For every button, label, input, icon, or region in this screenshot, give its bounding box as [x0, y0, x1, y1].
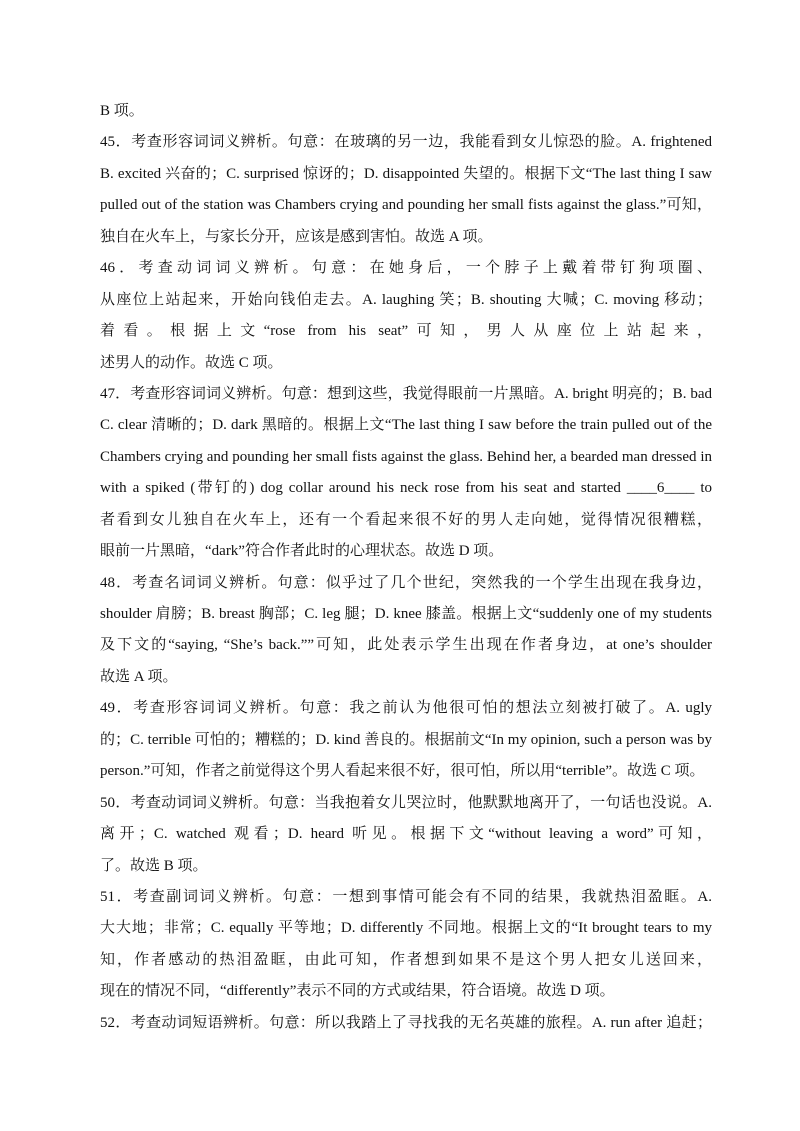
text-line: 现在的情况不同，“differently”表示不同的方式或结果，符合语境。故选 D 项。 — [100, 983, 615, 1000]
text-line: 独自在火车上，与家长分开，应该是感到害怕。故选 A 项。 — [100, 228, 493, 245]
text-line: 着看。根据上文“rose from his seat”可知，男人从座位上站起来， — [100, 323, 712, 340]
text-line: 的；C. terrible 可怕的；糟糕的；D. kind 善良的。根据前文“In my opinion, such a person was by — [100, 731, 712, 748]
item-50-line: 50．考查动词词义辨析。句意：当我抱着女儿哭泣时，他默默地离开了，一句话也没说。A. — [100, 794, 712, 811]
text-line: 者看到女儿独自在火车上，还有一个看起来很不好的男人走向她，觉得情况很糟糕， — [100, 511, 712, 528]
text-line: 述男人的动作。故选 C 项。 — [100, 354, 283, 371]
item-47-line: 47．考查形容词词义辨析。句意：想到这些，我觉得眼前一片黑暗。A. bright 明亮的；B. bad — [100, 385, 712, 402]
text-line: 了。故选 B 项。 — [100, 857, 208, 874]
item-48-line: 48．考查名词词义辨析。句意：似乎过了几个世纪，突然我的一个学生出现在我身边， — [100, 574, 712, 591]
item-49-line: 49．考查形容词词义辨析。句意：我之前认为他很可怕的想法立刻被打破了。A. ugly — [100, 700, 712, 717]
text-line: 离开；C. watched 观看；D. heard 听见。根据下文“without leaving a word”可知， — [100, 826, 712, 843]
text-line: 大大地；非常；C. equally 平等地；D. differently 不同地。根据上文的“It brought tears to my — [100, 920, 712, 937]
item-45-line: 45．考查形容词词义辨析。句意：在玻璃的另一边，我能看到女儿惊恐的脸。A. frightened — [100, 134, 712, 151]
text-line: 故选 A 项。 — [100, 668, 178, 685]
answer-explanations — [100, 96, 712, 1039]
text-line: B. excited 兴奋的；C. surprised 惊讶的；D. disappointed 失望的。根据下文“The last thing I saw — [100, 165, 712, 182]
text-line: 知，作者感动的热泪盈眶，由此可知，作者想到如果不是这个男人把女儿送回来， — [100, 951, 712, 968]
text-line: shoulder 肩膀；B. breast 胸部；C. leg 腿；D. knee 膝盖。根据上文“suddenly one of my students — [100, 606, 712, 622]
text-line: 从座位上站起来，开始向钱伯走去。A. laughing 笑；B. shouting 大喊；C. moving 移动； — [100, 291, 712, 308]
text-line: B 项。 — [100, 103, 144, 119]
text-line: pulled out of the station was Chambers crying and pounding her small fists against the glass.”可知， — [100, 197, 712, 214]
text-line: person.”可知，作者之前觉得这个男人看起来很不好，很可怕，所以用“terrible”。故选 C 项。 — [100, 763, 705, 780]
item-52-line: 52．考查动词短语辨析。句意：所以我踏上了寻找我的无名英雄的旅程。A. run after 追赶； — [100, 1014, 712, 1031]
text-line: 眼前一片黑暗，“dark”符合作者此时的心理状态。故选 D 项。 — [100, 543, 504, 560]
text-line: C. clear 清晰的；D. dark 黑暗的。根据上文“The last thing I saw before the train pulled out of the — [100, 417, 712, 434]
text-line: Chambers crying and pounding her small fists against the glass. Behind her, a bearded man dressed in — [100, 448, 712, 465]
item-46-line: 46．考查动词词义辨析。句意：在她身后，一个脖子上戴着带钉狗项圈、 — [100, 260, 712, 277]
text-line: 及下文的“saying, “She’s back.””可知，此处表示学生出现在作者身边，at one’s shoulder — [100, 637, 712, 654]
item-51-line: 51．考查副词词义辨析。句意：一想到事情可能会有不同的结果，我就热泪盈眶。A. — [100, 888, 712, 905]
text-line: with a spiked (带钉的) dog collar around his neck rose from his seat and started ____6____ to — [100, 480, 712, 497]
